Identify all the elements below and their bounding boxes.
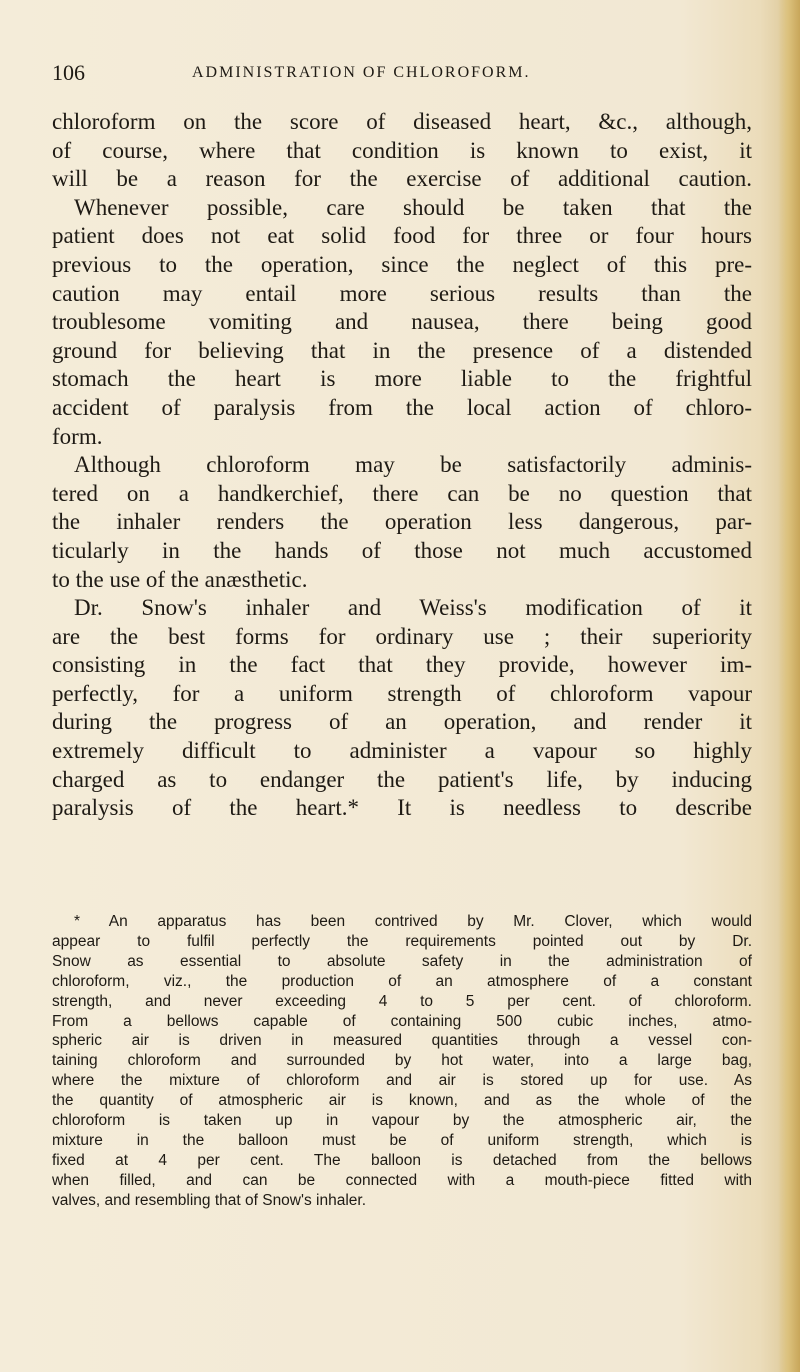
text-line: Although chloroform may be satisfactorily adminis- — [74, 452, 752, 478]
text-line: patient does not eat solid food for three or four hours — [52, 223, 752, 249]
text-line: to the use of the anæsthetic. — [52, 566, 308, 592]
footnote-line: where the mixture of chloroform and air is stored up for use. As — [52, 1072, 752, 1090]
text-line: previous to the operation, since the neglect of this pre- — [52, 251, 752, 277]
text-line: of course, where that condition is known to exist, it — [52, 137, 752, 163]
main-text — [52, 108, 752, 823]
text-line: consisting in the fact that they provide, however im- — [52, 652, 752, 678]
text-line: ground for believing that in the presence of a distended — [52, 337, 752, 363]
page-edge-shadow — [778, 0, 800, 1372]
text-line: chloroform on the score of diseased heart, &c., although, — [52, 109, 752, 134]
text-line: Dr. Snow's inhaler and Weiss's modification of it — [74, 595, 752, 621]
footnote-line: Snow as essential to absolute safety in the administration of — [52, 952, 752, 970]
page-number: 106 — [52, 60, 85, 85]
text-line: perfectly, for a uniform strength of chloroform vapour — [52, 680, 752, 706]
text-line: accident of paralysis from the local action of chloro- — [52, 394, 752, 420]
text-line: during the progress of an operation, and render it — [52, 709, 752, 735]
footnote-line: strength, and never exceeding 4 to 5 per cent. of chloroform. — [52, 992, 752, 1010]
footnote-line: the quantity of atmospheric air is known, and as the whole of the — [52, 1092, 752, 1110]
footnote-line: mixture in the balloon must be of uniform strength, which is — [52, 1131, 752, 1149]
text-line: charged as to endanger the patient's life, by inducing — [52, 766, 752, 792]
text-line: will be a reason for the exercise of additional caution. — [52, 166, 752, 192]
running-head: ADMINISTRATION OF CHLOROFORM. — [192, 64, 531, 81]
text-line: ticularly in the hands of those not much accustomed — [52, 537, 752, 563]
text-line: extremely difficult to administer a vapour so highly — [52, 738, 752, 764]
footnote-line: appear to fulfil perfectly the requirements pointed out by Dr. — [52, 932, 752, 950]
text-line: troublesome vomiting and nausea, there being good — [52, 309, 752, 335]
footnote-line: fixed at 4 per cent. The balloon is detached from the bellows — [52, 1151, 752, 1169]
text-line: are the best forms for ordinary use ; their superiority — [52, 623, 752, 649]
text-line: form. — [52, 423, 103, 449]
text-line: Whenever possible, care should be taken that the — [74, 194, 752, 220]
text-line: caution may entail more serious results than the — [52, 280, 752, 306]
text-line: paralysis of the heart.* It is needless to describe — [52, 795, 752, 821]
footnote-line: when filled, and can be connected with a mouth-piece fitted with — [52, 1171, 752, 1189]
text-line: stomach the heart is more liable to the frightful — [52, 366, 752, 392]
page-header — [52, 60, 752, 90]
footnote-line: chloroform, viz., the production of an atmosphere of a constant — [52, 972, 752, 990]
text-line: the inhaler renders the operation less dangerous, par- — [52, 509, 752, 535]
footnote-line: chloroform is taken up in vapour by the atmospheric air, the — [52, 1112, 752, 1130]
footnote-line: spheric air is driven in measured quantities through a vessel con- — [52, 1032, 752, 1050]
footnote-line: From a bellows capable of containing 500 cubic inches, atmo- — [52, 1012, 752, 1030]
footnote — [52, 912, 752, 1211]
footnote-line: * An apparatus has been contrived by Mr. Clover, which would — [74, 913, 752, 930]
footnote-line: valves, and resembling that of Snow's inhaler. — [52, 1191, 366, 1209]
text-line: tered on a handkerchief, there can be no question that — [52, 480, 752, 506]
footnote-line: taining chloroform and surrounded by hot water, into a large bag, — [52, 1052, 752, 1070]
